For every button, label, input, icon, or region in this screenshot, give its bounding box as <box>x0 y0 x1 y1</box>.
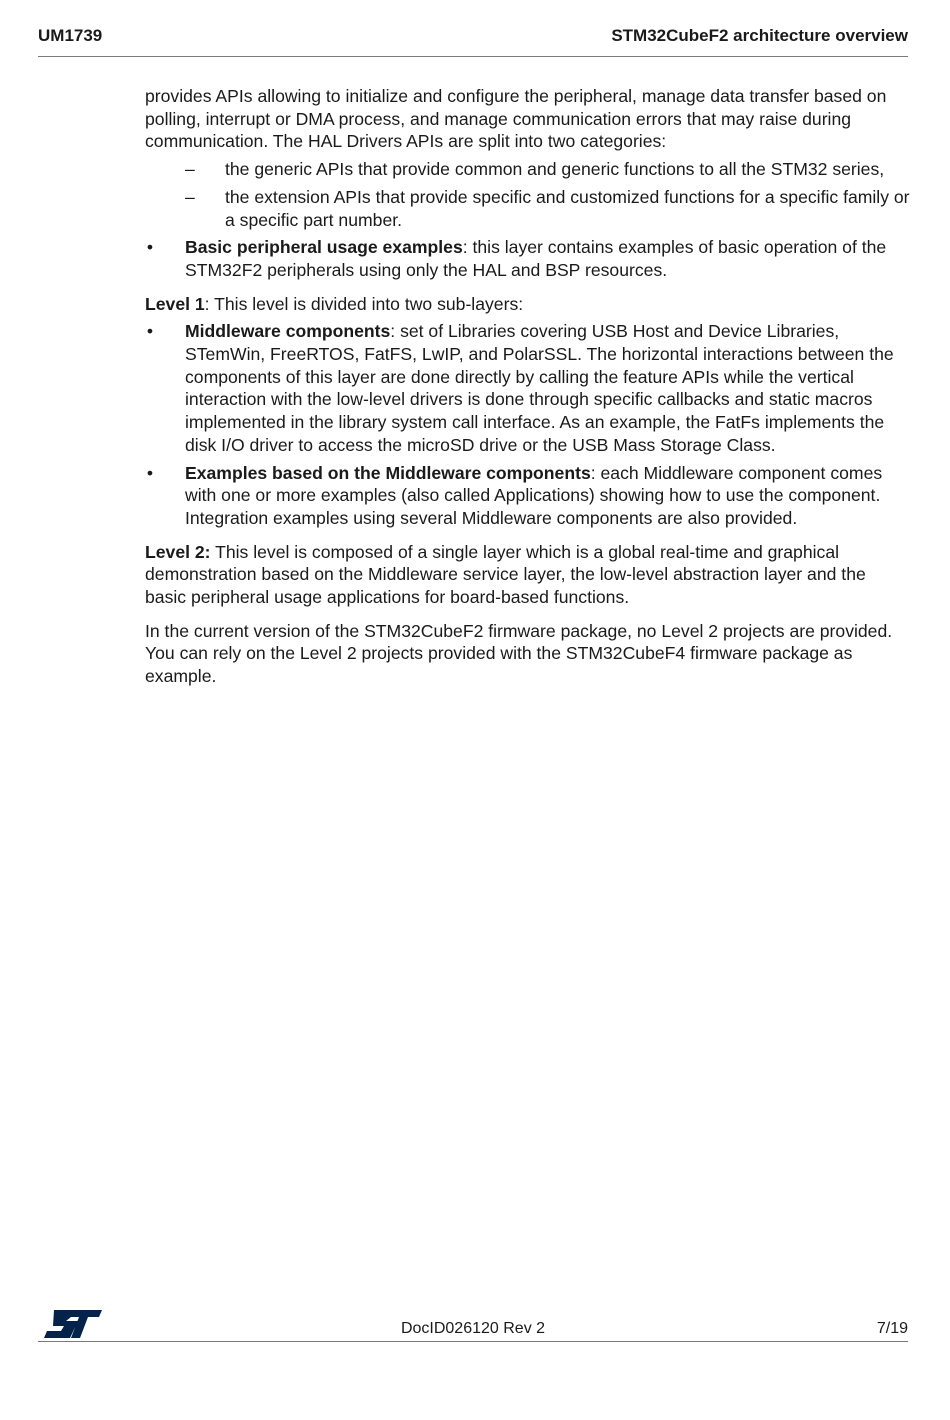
page-number: 7/19 <box>876 1320 908 1337</box>
level1-paragraph <box>145 293 910 316</box>
list-item <box>185 186 910 231</box>
header-divider <box>38 56 908 57</box>
dash-marker: – <box>185 159 195 180</box>
list-item-heading: Middleware components <box>185 321 391 342</box>
page-footer <box>38 1310 908 1340</box>
list-item <box>146 462 910 530</box>
bullet-marker: • <box>146 237 154 258</box>
list-item-text: the extension APIs that provide specific and customized functions for a specific family or a specific part number. <box>225 186 910 230</box>
section-title: STM32CubeF2 architecture overview <box>611 26 908 45</box>
list-item-text: the generic APIs that provide common and generic functions to all the STM32 series, <box>225 159 885 180</box>
footer-divider <box>38 1341 908 1342</box>
level2-paragraph <box>145 541 910 609</box>
list-item <box>185 158 910 181</box>
closing-paragraph: In the current version of the STM32CubeF2 firmware package, no Level 2 projects are provided. You can rely on the Level 2 projects provided with the STM32CubeF4 firmware package as example. <box>145 620 893 687</box>
list-item-heading: Basic peripheral usage examples <box>185 237 463 258</box>
dash-marker: – <box>185 186 195 207</box>
list-item <box>146 320 910 456</box>
list-item-text: : this layer contains examples of basic operation of the STM32F2 peripherals using only the HAL and BSP resources. <box>185 237 887 280</box>
list-item <box>146 236 910 281</box>
list-item-text: : set of Libraries covering USB Host and Device Libraries, STemWin, FreeRTOS, FatFS, LwIP, and PolarSSL. The horizontal interactions between the components of this layer are done directly by calling the feature APIs while the vertical interaction with the low-level drivers is done through specific callbacks and static macros implemented in the library system call interface. As an example, the FatFs implements the disk I/O driver to access the microSD drive or the USB Mass Storage Class. <box>185 321 894 455</box>
page-header <box>38 26 908 50</box>
level1-heading: Level 1 <box>145 293 205 314</box>
document-reference: DocID026120 Rev 2 <box>400 1320 546 1337</box>
bullet-marker: • <box>146 462 154 483</box>
list-item-heading: Examples based on the Middleware components <box>185 462 591 483</box>
bullet-marker: • <box>146 321 154 342</box>
level2-heading: Level 2: <box>145 541 211 562</box>
list-item-text: : each Middleware component comes with one or more examples (also called Applications) showing how to use the component. Integration examples using several Middleware components are also provided. <box>185 462 883 528</box>
level1-text: : This level is divided into two sub-layers: <box>204 293 524 314</box>
page-body <box>145 85 910 688</box>
intro-paragraph: provides APIs allowing to initialize and configure the peripheral, manage data transfer based on polling, interrupt or DMA process, and manage communication errors that may raise during communication. The HAL Drivers APIs are split into two categories: <box>145 86 887 152</box>
level2-text: This level is composed of a single layer which is a global real-time and graphical demonstration based on the Middleware service layer, the low-level abstraction layer and the basic peripheral usage applications for board-based functions. <box>145 541 866 608</box>
document-number: UM1739 <box>38 26 103 45</box>
